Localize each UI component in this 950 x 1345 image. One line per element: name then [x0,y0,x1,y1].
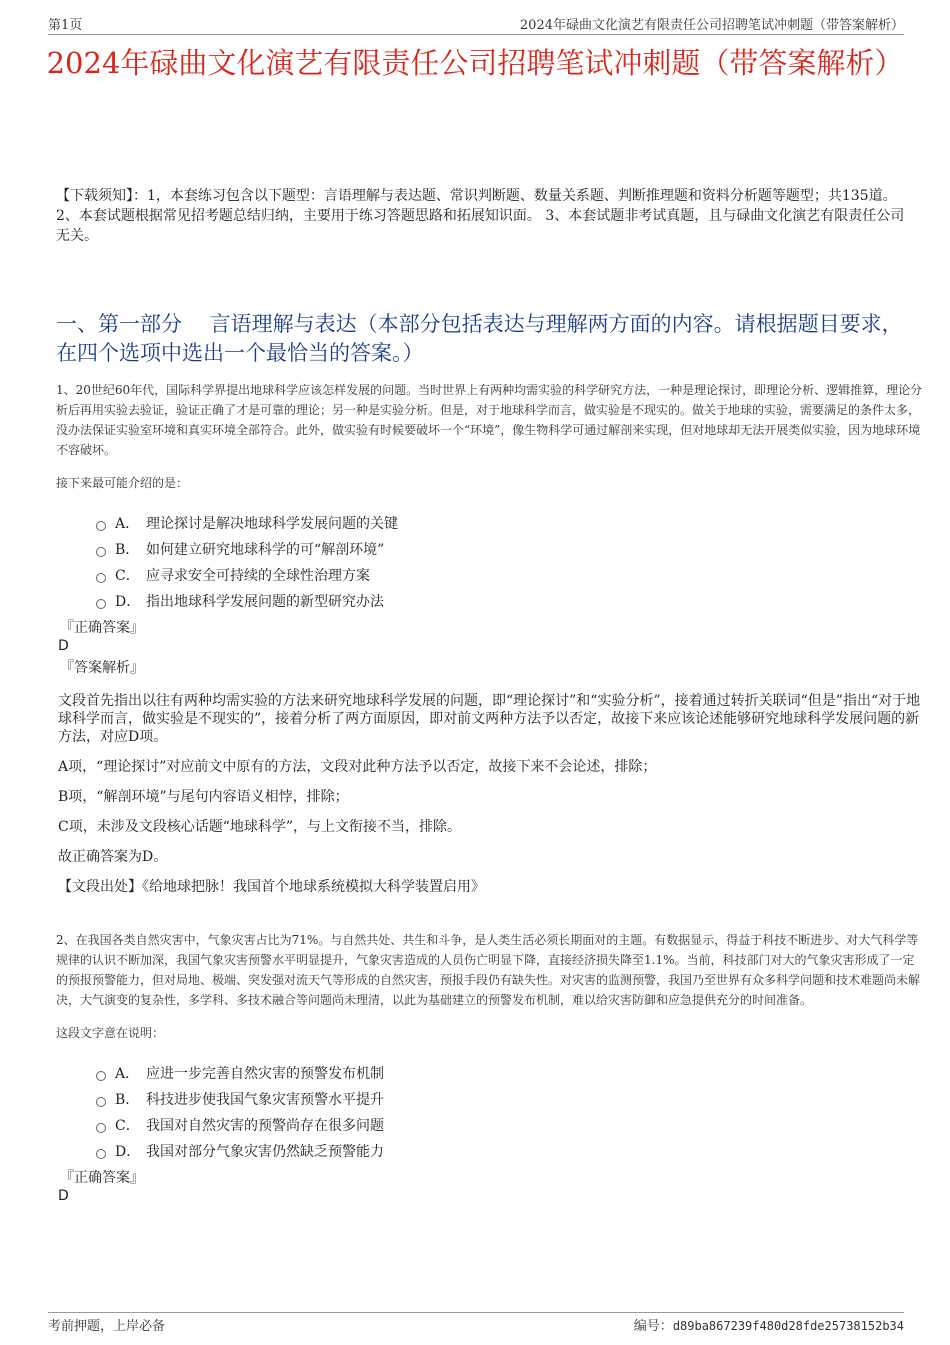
radio-icon[interactable] [96,1123,106,1133]
question-prompt: 接下来最可能介绍的是： [56,476,189,490]
radio-icon[interactable] [96,547,106,557]
radio-icon[interactable] [96,1149,106,1159]
option-c[interactable] [96,563,926,589]
header-title: 2024年碌曲文化演艺有限责任公司招聘笔试冲刺题（带答案解析） [519,18,904,33]
option-text: 应寻求安全可持续的全球性治理方案 [146,568,370,584]
analysis-label: 『答案解析』 [60,660,144,676]
analysis-paragraph: A项，“理论探讨”对应前文中原有的方法，文段对此种方法予以否定，故接下来不会论述，排除； [58,759,657,775]
analysis-paragraph: B项，“解剖环境”与尾句内容语义相悖，排除； [58,789,349,805]
option-text: 我国对部分气象灾害仍然缺乏预警能力 [146,1144,384,1160]
option-text: 指出地球科学发展问题的新型研究办法 [146,594,384,610]
answer-value: D [58,638,69,654]
radio-icon[interactable] [96,1097,106,1107]
page-header [48,12,904,35]
option-letter: C． [115,568,140,584]
answer-label: 『正确答案』 [60,1170,144,1186]
option-text: 应进一步完善自然灾害的预警发布机制 [146,1066,384,1082]
radio-icon[interactable] [96,599,106,609]
options-list [96,511,926,615]
question-2 [56,930,926,1205]
option-letter: A． [115,1066,140,1082]
option-letter: C． [115,1118,140,1134]
analysis-paragraph: 故正确答案为D。 [58,849,168,865]
option-text: 科技进步使我国气象灾害预警水平提升 [146,1092,384,1108]
answer-label: 『正确答案』 [60,620,144,636]
question-stem: 1、20世纪60年代，国际科学界提出地球科学应该怎样发展的问题。当时世界上有两种均需实验的科学研究方法，一种是理论探讨，即理论分析、逻辑推算，理论分析后再用实验去验证，验证正确了才是可靠的理论；另一种是实验分析。但是，对于地球科学而言，做实验是不现实的。做关于地球的实验，需要满足的条件太多，没办法保证实验室环境和真实环境全部符合。此外，做实验有时候要破坏一个“环境”，像生物科学可通过解剖来实现，但对地球却无法开展类似实验，因为地球环境不容破坏。 [56,383,923,457]
download-notice: 【下载须知】：1，本套练习包含以下题型：言语理解与表达题、常识判断题、数量关系题、判断推理题和资料分析题等题型；共135道。 2、本套试题根据常见招考题总结归纳，主要用于练习答题思路和拓展知识面。 3、本套试题非考试真题，且与碌曲文化演艺有限责任公司无关。 [56,188,905,244]
analysis-paragraph: 文段首先指出以往有两种均需实验的方法来研究地球科学发展的问题，即“理论探讨”和“实验分析”，接着通过转折关联词“但是”指出“对于地球科学而言，做实验是不现实的”，接着分析了两方面原因，即对前文两种方法予以否定，故接下来应该论述能够研究地球科学发展问题的新方法，对应D项。 [58,693,921,745]
option-letter: A． [115,516,140,532]
radio-icon[interactable] [96,521,106,531]
code-value: d89ba867239f480d28fde25738152b34 [672,1319,904,1333]
option-a[interactable] [96,1061,926,1087]
question-1 [56,380,926,896]
option-letter: D． [115,1144,141,1160]
footer-slogan: 考前押题，上岸必备 [48,1319,166,1334]
option-b[interactable] [96,537,926,563]
option-text: 我国对自然灾害的预警尚存在很多问题 [146,1118,384,1134]
radio-icon[interactable] [96,573,106,583]
section-heading: 一、第一部分 言语理解与表达（本部分包括表达与理解两方面的内容。请根据题目要求，在四个选项中选出一个最恰当的答案。） [56,312,903,365]
analysis-paragraph: C项，未涉及文段核心话题“地球科学”，与上文衔接不当，排除。 [58,819,462,835]
document-title: 2024年碌曲文化演艺有限责任公司招聘笔试冲刺题（带答案解析） [46,46,904,80]
option-letter: B． [115,542,140,558]
answer-value: D [58,1188,69,1204]
option-c[interactable] [96,1113,926,1139]
option-b[interactable] [96,1087,926,1113]
source-citation: 【文段出处】《给地球把脉！我国首个地球系统模拟大科学装置启用》 [58,879,485,895]
option-a[interactable] [96,511,926,537]
code-label: 编号： [633,1319,673,1334]
option-d[interactable] [96,589,926,615]
option-letter: B． [115,1092,140,1108]
page-footer [48,1312,904,1337]
question-stem: 2、在我国各类自然灾害中，气象灾害占比为71%。与自然共处、共生和斗争，是人类生活必须长期面对的主题。有数据显示，得益于科技不断进步、对大气科学等规律的认识不断加深，我国气象灾害预警水平明显提升，气象灾害造成的人员伤亡明显下降，直接经济损失降至1.1%。当前，科技部门对大的气象灾害形成了一定的预报预警能力，但对局地、极端、突发强对流天气等形成的自然灾害，预报手段仍有缺失性。对灾害的监测预警，我国乃至世界有众多科学问题和技术难题尚未解决，大气演变的复杂性，多学科、多技术融合等问题尚未理清，以此为基础建立的预警发布机制，难以给灾害防御和应急提供充分的时间准备。 [56,933,921,1007]
option-letter: D． [115,594,141,610]
option-d[interactable] [96,1139,926,1165]
option-text: 如何建立研究地球科学的可“解剖环境” [146,542,385,558]
options-list [96,1061,926,1165]
question-prompt: 这段文字意在说明： [56,1026,165,1040]
footer-code [634,1315,904,1334]
radio-icon[interactable] [96,1071,106,1081]
option-text: 理论探讨是解决地球科学发展问题的关键 [146,516,398,532]
page-number: 第1页 [48,18,83,33]
